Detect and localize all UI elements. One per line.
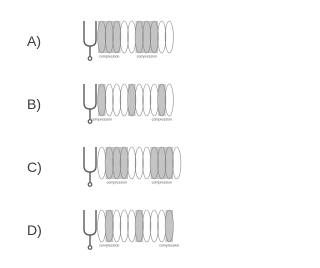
wave-front-ring xyxy=(98,147,106,179)
sound-wave-diagram xyxy=(80,139,210,189)
rarefaction-zone xyxy=(113,210,136,242)
compression-shading xyxy=(136,21,159,53)
sound-wave-diagram xyxy=(80,202,210,252)
compression-shading xyxy=(151,147,174,179)
tuning-fork-prongs xyxy=(84,147,96,172)
compression-label: compression xyxy=(151,117,172,122)
rarefaction-zone xyxy=(158,21,174,53)
wave-front-ring xyxy=(120,84,128,116)
tuning-fork-base xyxy=(88,183,92,187)
compression-zone xyxy=(128,84,136,116)
compression-zone xyxy=(135,210,143,242)
wave-front-ring xyxy=(165,21,173,53)
wave-front-ring xyxy=(173,147,181,179)
wave-front-ring xyxy=(143,147,151,179)
wave-front-ring xyxy=(135,147,143,179)
wave-front-ring xyxy=(128,147,136,179)
rarefaction-zone xyxy=(135,84,158,116)
compression-shading xyxy=(136,210,144,242)
rarefaction-zone xyxy=(98,147,106,179)
wave-front-ring xyxy=(113,84,121,116)
wave-front-ring xyxy=(120,21,128,53)
wave-front-ring xyxy=(150,210,158,242)
option-b[interactable] xyxy=(0,76,215,126)
compression-shading xyxy=(166,210,174,242)
option-letter: A) xyxy=(27,33,41,49)
compression-label: compression xyxy=(91,117,112,122)
rarefaction-zone xyxy=(128,147,151,179)
compression-shading xyxy=(106,147,129,179)
wave-front-ring xyxy=(158,210,166,242)
tuning-fork-prongs xyxy=(84,21,96,46)
compression-shading xyxy=(98,84,106,116)
compression-label: compression xyxy=(159,243,180,248)
compression-label: compression xyxy=(136,54,157,59)
tuning-fork-prongs xyxy=(84,210,96,235)
tuning-fork-base xyxy=(88,57,92,61)
wave-front-ring xyxy=(128,210,136,242)
rarefaction-zone xyxy=(105,84,128,116)
compression-zone xyxy=(105,147,128,185)
sound-wave-diagram xyxy=(80,76,210,126)
compression-zone xyxy=(98,21,121,59)
rarefaction-zone xyxy=(120,21,136,53)
compression-label: compression xyxy=(99,243,120,248)
compression-zone xyxy=(135,21,158,59)
tuning-fork-icon xyxy=(84,147,96,186)
tuning-fork-base xyxy=(88,246,92,250)
compression-shading xyxy=(98,21,121,53)
option-c[interactable] xyxy=(0,139,215,189)
wave-front-ring xyxy=(143,84,151,116)
wave-front-ring xyxy=(150,84,158,116)
wave-front-ring xyxy=(165,84,173,116)
rarefaction-zone xyxy=(173,147,181,179)
compression-shading xyxy=(106,210,114,242)
wave-front-ring xyxy=(143,210,151,242)
wave-front-ring xyxy=(113,210,121,242)
option-letter: B) xyxy=(27,96,41,112)
option-d[interactable] xyxy=(0,202,215,252)
compression-label: compression xyxy=(99,54,120,59)
tuning-fork-prongs xyxy=(84,84,96,109)
tuning-fork-icon xyxy=(84,210,96,249)
wave-front-ring xyxy=(158,21,166,53)
option-letter: D) xyxy=(27,222,42,238)
wave-front-ring xyxy=(98,210,106,242)
rarefaction-zone xyxy=(165,84,173,116)
rarefaction-zone xyxy=(143,210,166,242)
rarefaction-zone xyxy=(98,210,106,242)
compression-label: compression xyxy=(151,180,172,185)
compression-shading xyxy=(128,84,136,116)
sound-wave-diagram xyxy=(80,13,210,63)
compression-zone xyxy=(150,147,173,185)
wave-front-ring xyxy=(135,84,143,116)
compression-label: compression xyxy=(106,180,127,185)
compression-shading xyxy=(158,84,166,116)
wave-front-ring xyxy=(128,21,136,53)
option-a[interactable] xyxy=(0,13,215,63)
tuning-fork-icon xyxy=(84,21,96,60)
wave-front-ring xyxy=(105,84,113,116)
option-letter: C) xyxy=(27,159,42,175)
wave-front-ring xyxy=(120,210,128,242)
